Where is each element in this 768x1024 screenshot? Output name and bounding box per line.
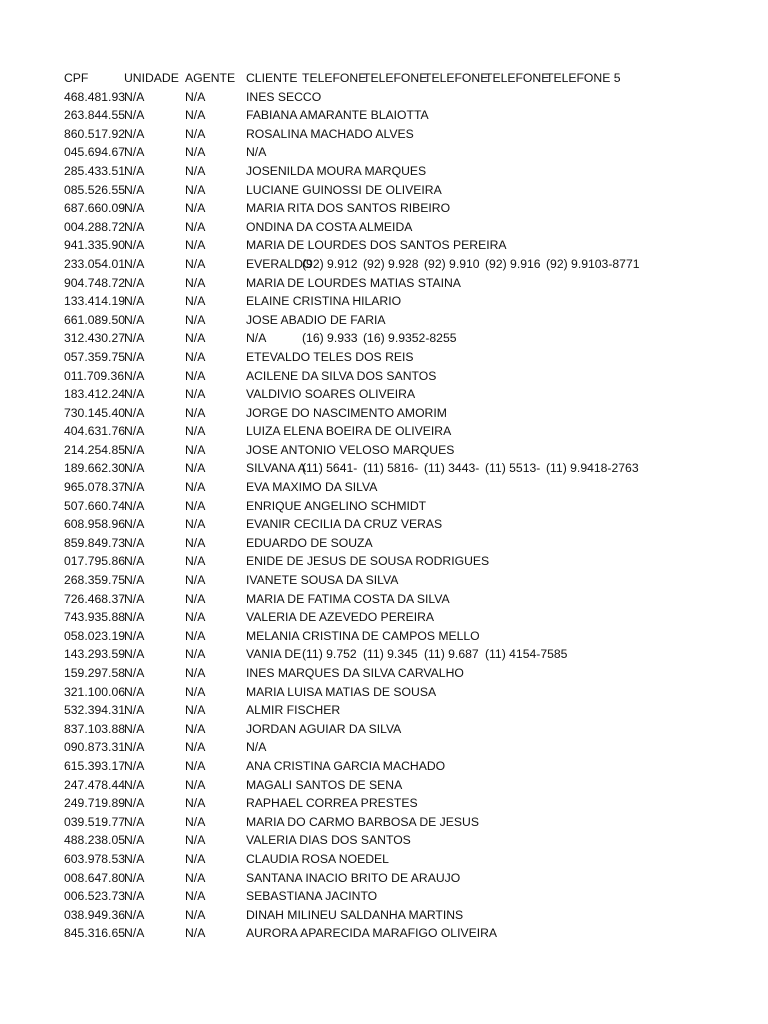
- header-unidade: UNIDADE: [124, 71, 179, 85]
- table-row: [64, 831, 764, 850]
- unidade-cell: N/A: [124, 628, 145, 643]
- cliente-cell: MARIA DE LOURDES DOS SANTOS PEREIRA: [246, 238, 507, 253]
- telefone-2-cell: (92) 9.928: [363, 256, 419, 271]
- cliente-cell: IVANETE SOUSA DA SILVA: [246, 573, 399, 588]
- agente-cell: N/A: [185, 647, 206, 662]
- unidade-cell: N/A: [124, 424, 145, 439]
- agente-cell: N/A: [185, 628, 206, 643]
- cliente-cell: MARIA DO CARMO BARBOSA DE JESUS: [246, 814, 479, 829]
- agente-cell: N/A: [185, 219, 206, 234]
- agente-cell: N/A: [185, 814, 206, 829]
- telefone-2-cell: (16) 9.9352-8255: [363, 331, 457, 346]
- unidade-cell: N/A: [124, 758, 145, 773]
- telefone-1-cell: (92) 9.912: [302, 256, 358, 271]
- cpf-cell: 058.023.19: [64, 628, 125, 643]
- unidade-cell: N/A: [124, 312, 145, 327]
- agente-cell: N/A: [185, 535, 206, 550]
- cliente-cell: ROSALINA MACHADO ALVES: [246, 126, 414, 141]
- cpf-cell: 006.523.73: [64, 889, 125, 904]
- table-row: [64, 776, 764, 795]
- cliente-cell: ANA CRISTINA GARCIA MACHADO: [246, 758, 446, 773]
- agente-cell: N/A: [185, 145, 206, 160]
- unidade-cell: N/A: [124, 480, 145, 495]
- table-row: [64, 534, 764, 553]
- unidade-cell: N/A: [124, 108, 145, 123]
- cliente-cell: N/A: [246, 145, 267, 160]
- cliente-cell: SANTANA INACIO BRITO DE ARAUJO: [246, 870, 461, 885]
- table-row: [64, 367, 764, 386]
- table-row: [64, 162, 764, 181]
- cpf-cell: 488.238.05: [64, 833, 125, 848]
- telefone-5-cell: (11) 9.9418-2763: [546, 461, 639, 476]
- cliente-cell: DINAH MILINEU SALDANHA MARTINS: [246, 907, 464, 922]
- agente-cell: N/A: [185, 480, 206, 495]
- cliente-cell: CLAUDIA ROSA NOEDEL: [246, 851, 389, 866]
- cpf-cell: 507.660.74: [64, 498, 125, 513]
- cpf-cell: 687.660.09: [64, 201, 125, 216]
- agente-cell: N/A: [185, 368, 206, 383]
- cliente-cell: LUCIANE GUINOSSI DE OLIVEIRA: [246, 182, 442, 197]
- unidade-cell: N/A: [124, 275, 145, 290]
- cpf-cell: 090.873.31: [64, 740, 125, 755]
- unidade-cell: N/A: [124, 684, 145, 699]
- table-row: [64, 571, 764, 590]
- unidade-cell: N/A: [124, 907, 145, 922]
- agente-cell: N/A: [185, 331, 206, 346]
- cpf-cell: 608.958.96: [64, 517, 125, 532]
- cliente-cell: EVA MAXIMO DA SILVA: [246, 480, 378, 495]
- telefone-1-cell: (11) 9.752: [302, 647, 357, 662]
- cpf-cell: 045.694.67: [64, 145, 125, 160]
- table-row: [64, 627, 764, 646]
- agente-cell: N/A: [185, 889, 206, 904]
- unidade-cell: N/A: [124, 294, 145, 309]
- unidade-cell: N/A: [124, 814, 145, 829]
- cliente-cell: JORGE DO NASCIMENTO AMORIM: [246, 405, 447, 420]
- table-row: [64, 441, 764, 460]
- cliente-cell: N/A: [246, 331, 267, 346]
- cpf-cell: 404.631.76: [64, 424, 125, 439]
- agente-cell: N/A: [185, 777, 206, 792]
- telefone-3-cell: (11) 3443-: [424, 461, 480, 476]
- agente-cell: N/A: [185, 573, 206, 588]
- cliente-cell: MELANIA CRISTINA DE CAMPOS MELLO: [246, 628, 480, 643]
- unidade-cell: N/A: [124, 889, 145, 904]
- agente-cell: N/A: [185, 108, 206, 123]
- unidade-cell: N/A: [124, 498, 145, 513]
- cpf-cell: 845.316.65: [64, 926, 125, 941]
- unidade-cell: N/A: [124, 256, 145, 271]
- cliente-cell: ELAINE CRISTINA HILARIO: [246, 294, 402, 309]
- telefone-3-cell: (92) 9.910: [424, 256, 480, 271]
- cliente-cell: JORDAN AGUIAR DA SILVA: [246, 721, 402, 736]
- header-cpf: CPF: [64, 71, 89, 85]
- table-row: [64, 218, 764, 237]
- agente-cell: N/A: [185, 833, 206, 848]
- cliente-cell: SILVANA A: [246, 461, 306, 476]
- table-row: [64, 590, 764, 609]
- telefone-2-cell: (11) 5816-: [363, 461, 419, 476]
- agente-cell: N/A: [185, 89, 206, 104]
- table-row: [64, 813, 764, 832]
- table-row: [64, 125, 764, 144]
- cpf-cell: 038.949.36: [64, 907, 125, 922]
- cpf-cell: 532.394.31: [64, 703, 125, 718]
- cpf-cell: 603.978.53: [64, 851, 125, 866]
- unidade-cell: N/A: [124, 703, 145, 718]
- telefone-2-cell: (11) 9.345: [363, 647, 418, 662]
- cliente-cell: VALERIA DIAS DOS SANTOS: [246, 833, 411, 848]
- cpf-cell: 039.519.77: [64, 814, 125, 829]
- table-row: [64, 757, 764, 776]
- cpf-cell: 965.078.37: [64, 480, 125, 495]
- header-agente: AGENTE: [185, 71, 236, 85]
- cliente-cell: EVERALDO: [246, 256, 313, 271]
- agente-cell: N/A: [185, 498, 206, 513]
- agente-cell: N/A: [185, 703, 206, 718]
- agente-cell: N/A: [185, 201, 206, 216]
- agente-cell: N/A: [185, 721, 206, 736]
- cpf-cell: 726.468.37: [64, 591, 125, 606]
- cliente-cell: LUIZA ELENA BOEIRA DE OLIVEIRA: [246, 424, 452, 439]
- table-row: [64, 738, 764, 757]
- agente-cell: N/A: [185, 740, 206, 755]
- cliente-cell: ONDINA DA COSTA ALMEIDA: [246, 219, 413, 234]
- header-row: [64, 69, 764, 88]
- unidade-cell: N/A: [124, 777, 145, 792]
- table-row: [64, 497, 764, 516]
- unidade-cell: N/A: [124, 89, 145, 104]
- unidade-cell: N/A: [124, 591, 145, 606]
- telefone-4-cell: (11) 5513-: [485, 461, 541, 476]
- table-row: [64, 683, 764, 702]
- cpf-cell: 285.433.51: [64, 163, 125, 178]
- cpf-cell: 941.335.90: [64, 238, 125, 253]
- unidade-cell: N/A: [124, 833, 145, 848]
- unidade-cell: N/A: [124, 145, 145, 160]
- table-row: [64, 329, 764, 348]
- header-cliente: CLIENTE: [246, 71, 298, 85]
- unidade-cell: N/A: [124, 870, 145, 885]
- table-row: [64, 869, 764, 888]
- table-row: [64, 199, 764, 218]
- cliente-cell: FABIANA AMARANTE BLAIOTTA: [246, 108, 429, 123]
- spreadsheet: [64, 69, 764, 943]
- agente-cell: N/A: [185, 256, 206, 271]
- unidade-cell: N/A: [124, 796, 145, 811]
- cpf-cell: 008.647.80: [64, 870, 125, 885]
- cpf-cell: 904.748.72: [64, 275, 125, 290]
- cpf-cell: 159.297.58: [64, 666, 125, 680]
- agente-cell: N/A: [185, 851, 206, 866]
- unidade-cell: N/A: [124, 647, 145, 662]
- table-row: [64, 701, 764, 720]
- table-row: [64, 478, 764, 497]
- agente-cell: N/A: [185, 907, 206, 922]
- unidade-cell: N/A: [124, 368, 145, 383]
- agente-cell: N/A: [185, 294, 206, 309]
- agente-cell: N/A: [185, 275, 206, 290]
- agente-cell: N/A: [185, 591, 206, 606]
- cliente-cell: ENRIQUE ANGELINO SCHMIDT: [246, 498, 427, 513]
- telefone-1-cell: (11) 5641-: [302, 461, 358, 476]
- table-row: [64, 887, 764, 906]
- table-row: [64, 924, 764, 943]
- unidade-cell: N/A: [124, 461, 145, 476]
- agente-cell: N/A: [185, 126, 206, 141]
- table-row: [64, 143, 764, 162]
- table-row: [64, 515, 764, 534]
- cliente-cell: MARIA RITA DOS SANTOS RIBEIRO: [246, 201, 451, 216]
- unidade-cell: N/A: [124, 721, 145, 736]
- table-row: [64, 106, 764, 125]
- telefone-3-cell: (11) 9.687: [424, 647, 479, 662]
- unidade-cell: N/A: [124, 405, 145, 420]
- cpf-cell: 268.359.75: [64, 573, 125, 588]
- unidade-cell: N/A: [124, 740, 145, 755]
- unidade-cell: N/A: [124, 851, 145, 866]
- unidade-cell: N/A: [124, 182, 145, 197]
- agente-cell: N/A: [185, 926, 206, 941]
- unidade-cell: N/A: [124, 535, 145, 550]
- unidade-cell: N/A: [124, 517, 145, 532]
- cpf-cell: 837.103.88: [64, 721, 125, 736]
- cpf-cell: 057.359.75: [64, 349, 125, 364]
- unidade-cell: N/A: [124, 610, 145, 625]
- telefone-1-cell: (16) 9.933: [302, 331, 358, 346]
- cpf-cell: 859.849.73: [64, 535, 125, 550]
- cliente-cell: MARIA LUISA MATIAS DE SOUSA: [246, 684, 437, 699]
- cpf-cell: 468.481.93: [64, 89, 125, 104]
- unidade-cell: N/A: [124, 331, 145, 346]
- cpf-cell: 247.478.44: [64, 777, 125, 792]
- unidade-cell: N/A: [124, 666, 145, 680]
- table-row: [64, 88, 764, 107]
- table-row: [64, 292, 764, 311]
- unidade-cell: N/A: [124, 573, 145, 588]
- cliente-cell: INES SECCO: [246, 89, 322, 104]
- cliente-cell: ETEVALDO TELES DOS REIS: [246, 349, 414, 364]
- cpf-cell: 183.412.24: [64, 387, 125, 402]
- agente-cell: N/A: [185, 684, 206, 699]
- agente-cell: N/A: [185, 461, 206, 476]
- unidade-cell: N/A: [124, 387, 145, 402]
- unidade-cell: N/A: [124, 349, 145, 364]
- table-row: [64, 236, 764, 255]
- table-row: [64, 720, 764, 739]
- table-row: [64, 608, 764, 627]
- table-row: [64, 385, 764, 404]
- unidade-cell: N/A: [124, 163, 145, 178]
- cpf-cell: 233.054.01: [64, 256, 125, 271]
- agente-cell: N/A: [185, 424, 206, 439]
- data-rows: [64, 88, 764, 943]
- table-row: [64, 850, 764, 869]
- table-row: [64, 348, 764, 367]
- unidade-cell: N/A: [124, 238, 145, 253]
- cliente-cell: INES MARQUES DA SILVA CARVALHO: [246, 666, 464, 680]
- cpf-cell: 743.935.88: [64, 610, 125, 625]
- cliente-cell: AURORA APARECIDA MARAFIGO OLIVEIRA: [246, 926, 498, 941]
- unidade-cell: N/A: [124, 219, 145, 234]
- cliente-cell: JOSENILDA MOURA MARQUES: [246, 163, 427, 178]
- header-telefone-2: TELEFONE: [363, 71, 428, 85]
- cpf-cell: 004.288.72: [64, 219, 125, 234]
- table-row: [64, 664, 764, 683]
- agente-cell: N/A: [185, 182, 206, 197]
- table-row: [64, 181, 764, 200]
- header-telefone-5: TELEFONE 5: [546, 71, 621, 85]
- table-row: [64, 311, 764, 330]
- agente-cell: N/A: [185, 163, 206, 178]
- agente-cell: N/A: [185, 442, 206, 457]
- cpf-cell: 312.430.27: [64, 331, 125, 346]
- cpf-cell: 860.517.92: [64, 126, 125, 141]
- table-row: [64, 645, 764, 664]
- unidade-cell: N/A: [124, 126, 145, 141]
- cliente-cell: VALDIVIO SOARES OLIVEIRA: [246, 387, 416, 402]
- unidade-cell: N/A: [124, 926, 145, 941]
- cliente-cell: ENIDE DE JESUS DE SOUSA RODRIGUES: [246, 554, 490, 569]
- agente-cell: N/A: [185, 349, 206, 364]
- cliente-cell: VANIA DE: [246, 647, 302, 662]
- cpf-cell: 189.662.30: [64, 461, 125, 476]
- agente-cell: N/A: [185, 387, 206, 402]
- agente-cell: N/A: [185, 870, 206, 885]
- unidade-cell: N/A: [124, 442, 145, 457]
- table-row: [64, 906, 764, 925]
- table-row: [64, 552, 764, 571]
- cliente-cell: ALMIR FISCHER: [246, 703, 341, 718]
- agente-cell: N/A: [185, 517, 206, 532]
- agente-cell: N/A: [185, 405, 206, 420]
- table-row: [64, 459, 764, 478]
- telefone-4-cell: (92) 9.916: [485, 256, 541, 271]
- agente-cell: N/A: [185, 610, 206, 625]
- cpf-cell: 730.145.40: [64, 405, 125, 420]
- cpf-cell: 011.709.36: [64, 368, 125, 383]
- table-row: [64, 404, 764, 423]
- agente-cell: N/A: [185, 554, 206, 569]
- cliente-cell: SEBASTIANA JACINTO: [246, 889, 378, 904]
- unidade-cell: N/A: [124, 554, 145, 569]
- table-row: [64, 422, 764, 441]
- header-telefone-3: TELEFONE: [424, 71, 489, 85]
- cliente-cell: RAPHAEL CORREA PRESTES: [246, 796, 418, 811]
- cpf-cell: 661.089.50: [64, 312, 125, 327]
- header-telefone-4: TELEFONE: [485, 71, 550, 85]
- cpf-cell: 615.393.17: [64, 758, 125, 773]
- telefone-5-cell: (92) 9.9103-8771: [546, 256, 640, 271]
- cpf-cell: 017.795.86: [64, 554, 125, 569]
- agente-cell: N/A: [185, 666, 206, 680]
- table-row: [64, 255, 764, 274]
- agente-cell: N/A: [185, 796, 206, 811]
- cliente-cell: N/A: [246, 740, 267, 755]
- cpf-cell: 249.719.89: [64, 796, 125, 811]
- cpf-cell: 143.293.59: [64, 647, 125, 662]
- agente-cell: N/A: [185, 238, 206, 253]
- cliente-cell: JOSE ABADIO DE FARIA: [246, 312, 386, 327]
- agente-cell: N/A: [185, 312, 206, 327]
- cliente-cell: MAGALI SANTOS DE SENA: [246, 777, 403, 792]
- header-telefone-1: TELEFONE: [302, 71, 367, 85]
- cpf-cell: 085.526.55: [64, 182, 125, 197]
- cpf-cell: 214.254.85: [64, 442, 125, 457]
- agente-cell: N/A: [185, 758, 206, 773]
- cpf-cell: 321.100.06: [64, 684, 125, 699]
- cliente-cell: MARIA DE FATIMA COSTA DA SILVA: [246, 591, 450, 606]
- cliente-cell: EDUARDO DE SOUZA: [246, 535, 373, 550]
- cliente-cell: MARIA DE LOURDES MATIAS STAINA: [246, 275, 461, 290]
- cliente-cell: VALERIA DE AZEVEDO PEREIRA: [246, 610, 435, 625]
- cliente-cell: JOSE ANTONIO VELOSO MARQUES: [246, 442, 455, 457]
- unidade-cell: N/A: [124, 201, 145, 216]
- cpf-cell: 263.844.55: [64, 108, 125, 123]
- telefone-4-cell: (11) 4154-7585: [485, 647, 568, 662]
- table-row: [64, 274, 764, 293]
- cpf-cell: 133.414.19: [64, 294, 125, 309]
- table-row: [64, 794, 764, 813]
- cliente-cell: EVANIR CECILIA DA CRUZ VERAS: [246, 517, 443, 532]
- cliente-cell: ACILENE DA SILVA DOS SANTOS: [246, 368, 437, 383]
